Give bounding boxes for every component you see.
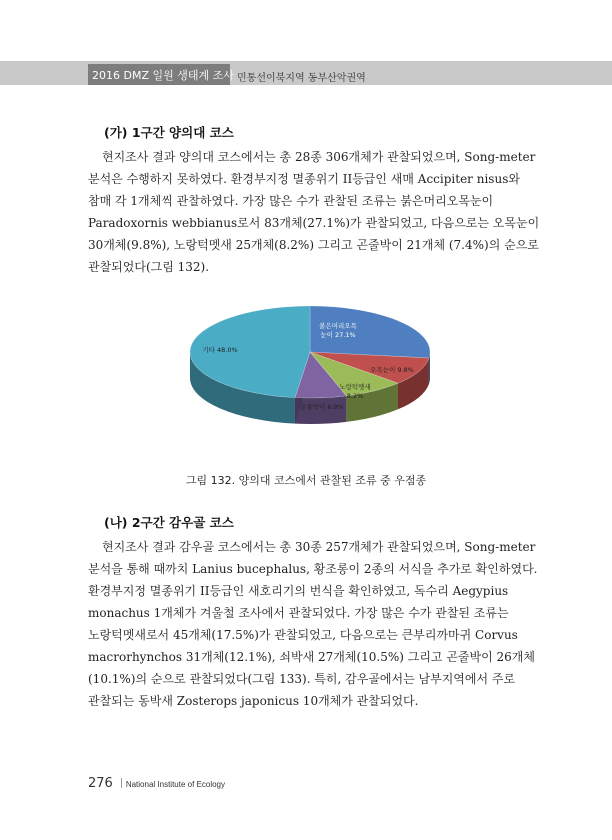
footer-organization: National Institute of Ecology bbox=[125, 780, 225, 789]
paragraph-line: 현지조사 결과 양의대 코스에서는 총 28종 306개체가 관찰되었으며, Song-meter bbox=[102, 150, 536, 164]
paragraph-line: 노랑턱멧새로서 45개체(17.5%)가 관찰되었고, 다음으로는 큰부리까마귀 Corvus bbox=[88, 628, 518, 642]
paragraph-line: 환경부지정 멸종위기 II등급인 새호리기의 번식을 확인하였고, 독수리 Aegypius bbox=[88, 584, 509, 598]
paragraph-line: 관찰되었다(그림 132). bbox=[88, 260, 210, 274]
page-number: 276 bbox=[88, 776, 113, 791]
paragraph-line: 분석을 통해 때까치 Lanius bucephalus, 황조롱이 2종의 서식을 추가로 확인하였다. bbox=[88, 562, 538, 576]
paragraph-line: 참매 각 1개체씩 관찰하였다. 가장 많은 수가 관찰된 조류는 붉은머리오목눈이 bbox=[88, 194, 494, 208]
footer-divider bbox=[121, 778, 122, 788]
header-subtitle: 민통선이북지역 동부산악권역 bbox=[237, 73, 366, 84]
pie-data-label: 붉은머리오목 눈이 27.1% bbox=[319, 322, 357, 339]
paragraph-line: (10.1%)의 순으로 관찰되었다(그림 133). 특히, 감우골에서는 남부지역에서 주로 bbox=[88, 672, 516, 686]
page-footer bbox=[88, 772, 225, 791]
pie-data-label: 기타 48.0% bbox=[202, 346, 238, 354]
pie-data-label: 오목눈이 9.8% bbox=[370, 366, 414, 374]
figure-caption: 그림 132. 양의대 코스에서 관찰된 조류 중 우점종 bbox=[185, 474, 427, 487]
header-title: 2016 DMZ 일원 생태계 조사 bbox=[92, 69, 234, 82]
paragraph-line: Paradoxornis webbianus로서 83개체(27.1%)가 관찰되었고, 다음으로는 오목눈이 bbox=[88, 216, 540, 230]
pie-chart bbox=[170, 300, 440, 450]
paragraph-line: macrorhynchos 31개체(12.1%), 쇠박새 27개체(10.5%) 그리고 곤줄박이 26개체 bbox=[88, 650, 535, 664]
paragraph-line: 관찰되는 동박새 Zosterops japonicus 10개체가 관찰되었다. bbox=[88, 694, 419, 708]
paragraph-line: 분석은 수행하지 못하였다. 환경부지정 멸종위기 II등급인 새매 Accipiter nisus와 bbox=[88, 172, 520, 186]
paragraph-line: 현지조사 결과 감우골 코스에서는 총 30종 257개체가 관찰되었으며, Song-meter bbox=[102, 540, 536, 554]
paragraph-line: 30개체(9.8%), 노랑턱멧새 25개체(8.2%) 그리고 곤줄박이 21개체 (7.4%)의 순으로 bbox=[88, 238, 539, 252]
section-2-heading: (나) 2구간 감우골 코스 bbox=[104, 515, 234, 530]
section-1-heading: (가) 1구간 양의대 코스 bbox=[104, 125, 234, 140]
paragraph-line: monachus 1개체가 겨울철 조사에서 관찰되었다. 가장 많은 수가 관찰된 조류는 bbox=[88, 606, 509, 620]
pie-data-label: 노랑턱멧새 8.2% bbox=[339, 383, 371, 400]
pie-data-label: 곤줄박이 6.9% bbox=[300, 403, 344, 411]
